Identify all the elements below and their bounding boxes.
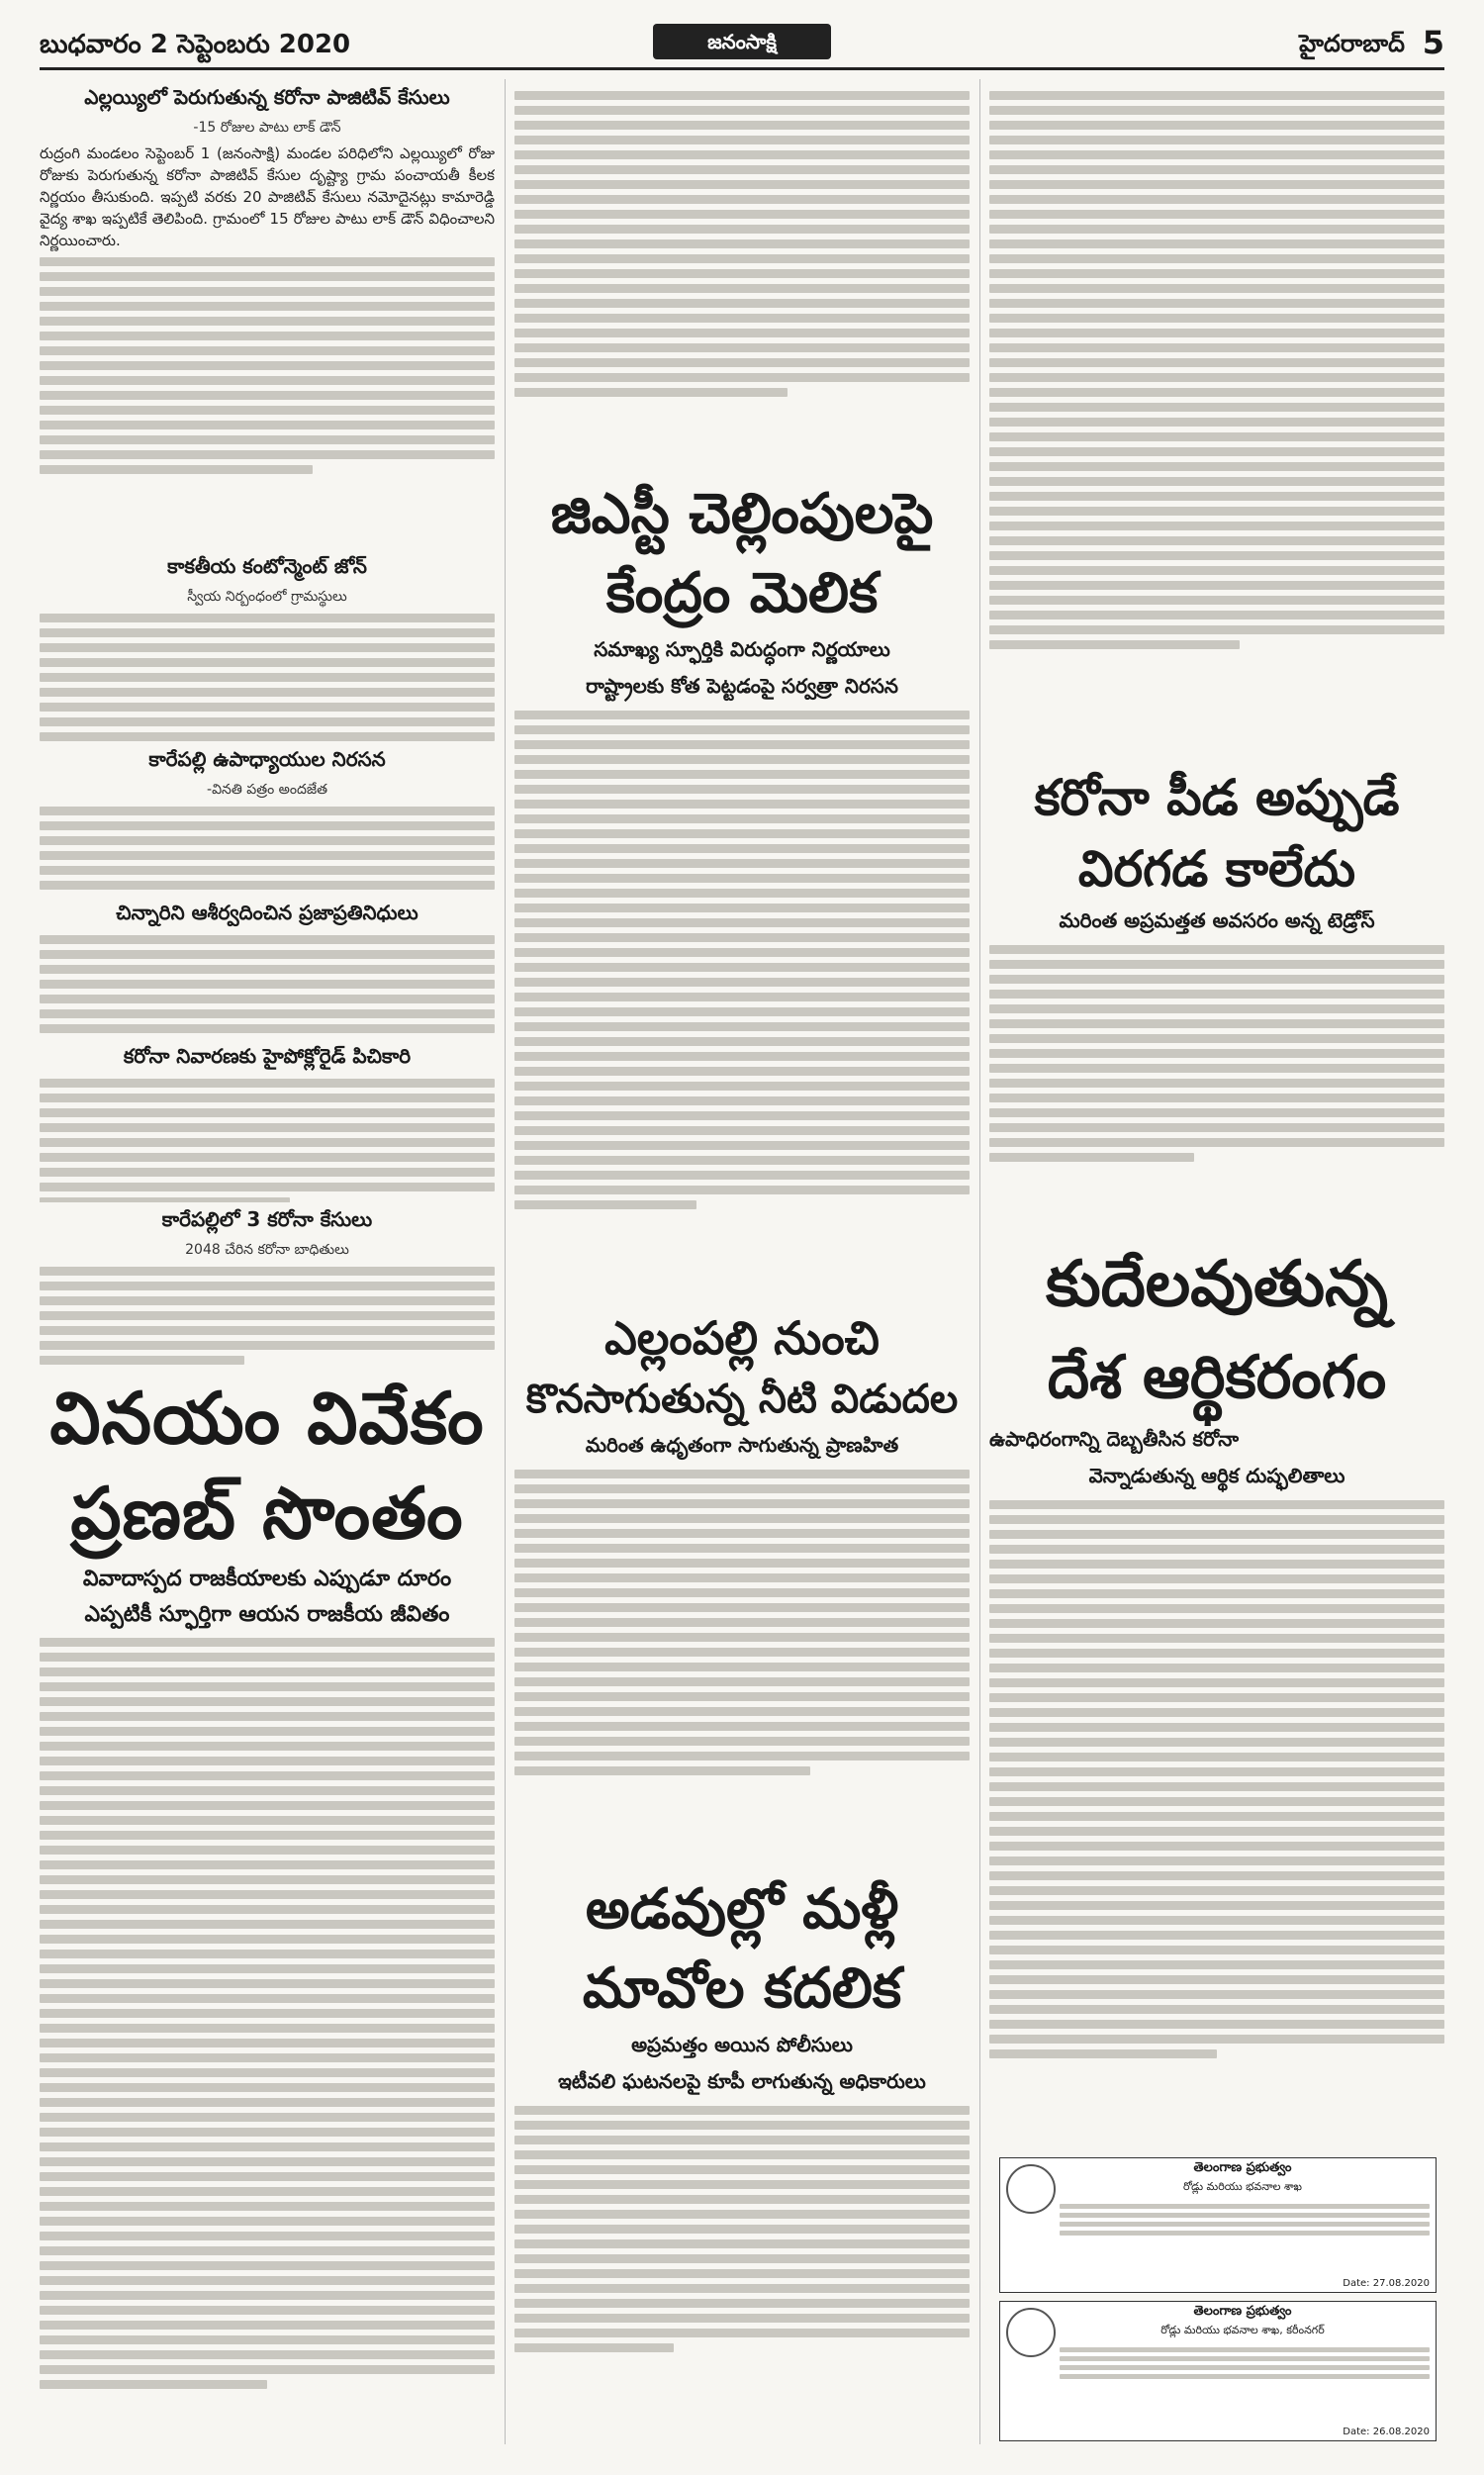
story-corona-not-over [989, 762, 1444, 1227]
text-block [514, 2106, 970, 2352]
story-teachers-protest [40, 747, 495, 896]
maoist-headline-line1: అడవుల్లో మళ్లీ [585, 1877, 899, 1942]
story-ellayya-corona [40, 85, 495, 550]
gst-headline-line1: జిఎస్టీ చెల్లింపులపై [550, 482, 934, 546]
story-byline: -వినతి పత్రం అందజేత [207, 782, 327, 798]
gst-subhead: రాష్ట్రాలకు కోత పెట్టడంపై సర్వత్రా నిరసన [586, 674, 898, 698]
feature-headline-line1: వినయం వివేకం [49, 1377, 485, 1460]
economy-headline-line1: కుదేలవుతున్న [1046, 1248, 1388, 1321]
page-number: 5 [1422, 24, 1444, 61]
ad-subtitle: రోడ్లు మరియు భవనాల శాఖ, కరీంనగర్ [1160, 2324, 1325, 2336]
text-block [514, 711, 970, 1209]
corona-subhead: మరింత అప్రమత్తత అవసరం అన్న టెడ్రోస్ [1059, 908, 1375, 932]
text-block [40, 1638, 495, 2389]
story-pranab-feature [40, 1371, 495, 2444]
feature-headline-line2: ప్రణబ్ సొంతం [70, 1472, 464, 1555]
text-block [40, 807, 495, 896]
ad-date: Date: 27.08.2020 [1343, 2278, 1430, 2289]
feature-subhead: ఎప్పటికీ స్ఫూర్తిగా ఆయన రాజకీయ జీవితం [84, 1602, 450, 1627]
text-block [40, 614, 495, 742]
story-byline: 2048 చేరిన కరోనా బాధితులు [185, 1242, 349, 1258]
edition-city: హైదరాబాద్ [1299, 30, 1405, 57]
story-headline: కాకతీయ కంటోన్మెంట్ జోన్ [167, 554, 367, 578]
text-block [514, 91, 970, 397]
newspaper-logo: జనంసాక్షి [653, 24, 831, 59]
story-headline: కారేపల్లి ఉపాధ్యాయుల నిరసన [148, 747, 386, 771]
ad-text [1060, 2347, 1430, 2379]
story-containment-zone [40, 554, 495, 742]
tender-ad-2 [999, 2301, 1437, 2441]
story-hypochlorite [40, 1044, 495, 1202]
tender-ad-1 [999, 2157, 1437, 2293]
story-top-continued [514, 85, 970, 461]
ad-title: తెలంగాణ ప్రభుత్వం [1193, 2160, 1292, 2175]
text-block [989, 91, 1444, 649]
issue-date: బుధవారం 2 సెప్టెంబరు 2020 [40, 30, 351, 59]
story-body: రుద్రంగి మండలం సెప్టెంబర్ 1 (జనంసాక్షి) మండల పరిధిలోని ఎల్లయ్యిలో రోజు రోజుకు పెరుగుతున్న కరోనా పాజిటివ్ కేసుల దృష్ట్యా గ్రామ పంచాయతీ కీలక నిర్ణయం తీసుకుంది. ఇప్పటి వరకు 20 పాజిటివ్ కేసులు నమోదైనట్లు కామారెడ్డి వైద్య శాఖ ఇప్పటికే తెలిపింది. గ్రామంలో 15 రోజుల పాటు లాక్ డౌన్ విధించాలని నిర్ణయించారు. [40, 144, 495, 249]
story-maoist [514, 1870, 970, 2444]
text-block [989, 1500, 1444, 2058]
ad-title: తెలంగాణ ప్రభుత్వం [1193, 2304, 1292, 2319]
story-headline: ఎల్లయ్యిలో పెరుగుతున్న కరోనా పాజిటివ్ కేసులు [84, 85, 450, 109]
gst-subhead: సమాఖ్య స్ఫూర్తికి విరుద్ధంగా నిర్ణయాలు [594, 637, 890, 661]
telangana-emblem-icon [1006, 2164, 1056, 2214]
telangana-emblem-icon [1006, 2308, 1056, 2357]
story-col3-top [989, 85, 1444, 758]
economy-headline-line2: దేశ ఆర్థికరంగం [1047, 1343, 1387, 1412]
ad-date: Date: 26.08.2020 [1343, 2427, 1430, 2437]
story-headline: కారేపల్లిలో 3 కరోనా కేసులు [161, 1207, 373, 1231]
corona-headline-line1: కరోనా పీడ అప్పుడే [1034, 769, 1400, 826]
text-block [514, 1470, 970, 1775]
economy-subhead: ఉపాధిరంగాన్ని దెబ్బతీసిన కరోనా [989, 1427, 1240, 1451]
column-divider [505, 79, 506, 2444]
text-block [989, 945, 1444, 1162]
story-headline: కరోనా నివారణకు హైపోక్లోరైడ్ పిచికారి [123, 1044, 412, 1068]
story-blessing [40, 901, 495, 1039]
ad-subtitle: రోడ్లు మరియు భవనాల శాఖ [1183, 2180, 1302, 2193]
story-corona-cases [40, 1207, 495, 1366]
text-block [40, 935, 495, 1039]
water-headline-line2: కొనసాగుతున్న నీటి విడుదల [525, 1377, 959, 1422]
text-block [40, 1079, 495, 1202]
story-gst [514, 475, 970, 1296]
story-economy [989, 1237, 1444, 2147]
story-yellampalli-water [514, 1306, 970, 1860]
feature-subhead: వివాదాస్పద రాజకీయాలకు ఎప్పుడూ దూరం [82, 1567, 452, 1591]
text-block [40, 257, 495, 474]
water-headline-line1: ఎల్లంపల్లి నుంచి [604, 1311, 880, 1365]
gst-headline-line2: కేంద్రం మెలిక [605, 561, 879, 625]
story-byline: -15 రోజుల పాటు లాక్ డౌన్ [193, 120, 341, 136]
maoist-subhead: ఇటీవలి ఘటనలపై కూపీ లాగుతున్న అధికారులు [558, 2069, 926, 2093]
maoist-subhead: అప్రమత్తం అయిన పోలీసులు [631, 2033, 853, 2056]
economy-subhead: వెన్నాడుతున్న ఆర్థిక దుష్ఫలితాలు [1088, 1464, 1345, 1487]
column-divider [979, 79, 980, 2444]
maoist-headline-line2: మావోల కదలిక [582, 1956, 902, 2021]
header-rule [40, 67, 1444, 70]
masthead [40, 24, 1444, 63]
water-subhead: మరింత ఉధృతంగా సాగుతున్న ప్రాణహిత [585, 1433, 899, 1457]
corona-headline-line2: విరగడ కాలేదు [1077, 840, 1356, 898]
ad-text [1060, 2204, 1430, 2236]
text-block [40, 1267, 495, 1365]
story-headline: చిన్నారిని ఆశీర్వదించిన ప్రజాప్రతినిధులు [116, 901, 418, 924]
story-byline: స్వీయ నిర్బంధంలో గ్రామస్థులు [187, 589, 347, 605]
